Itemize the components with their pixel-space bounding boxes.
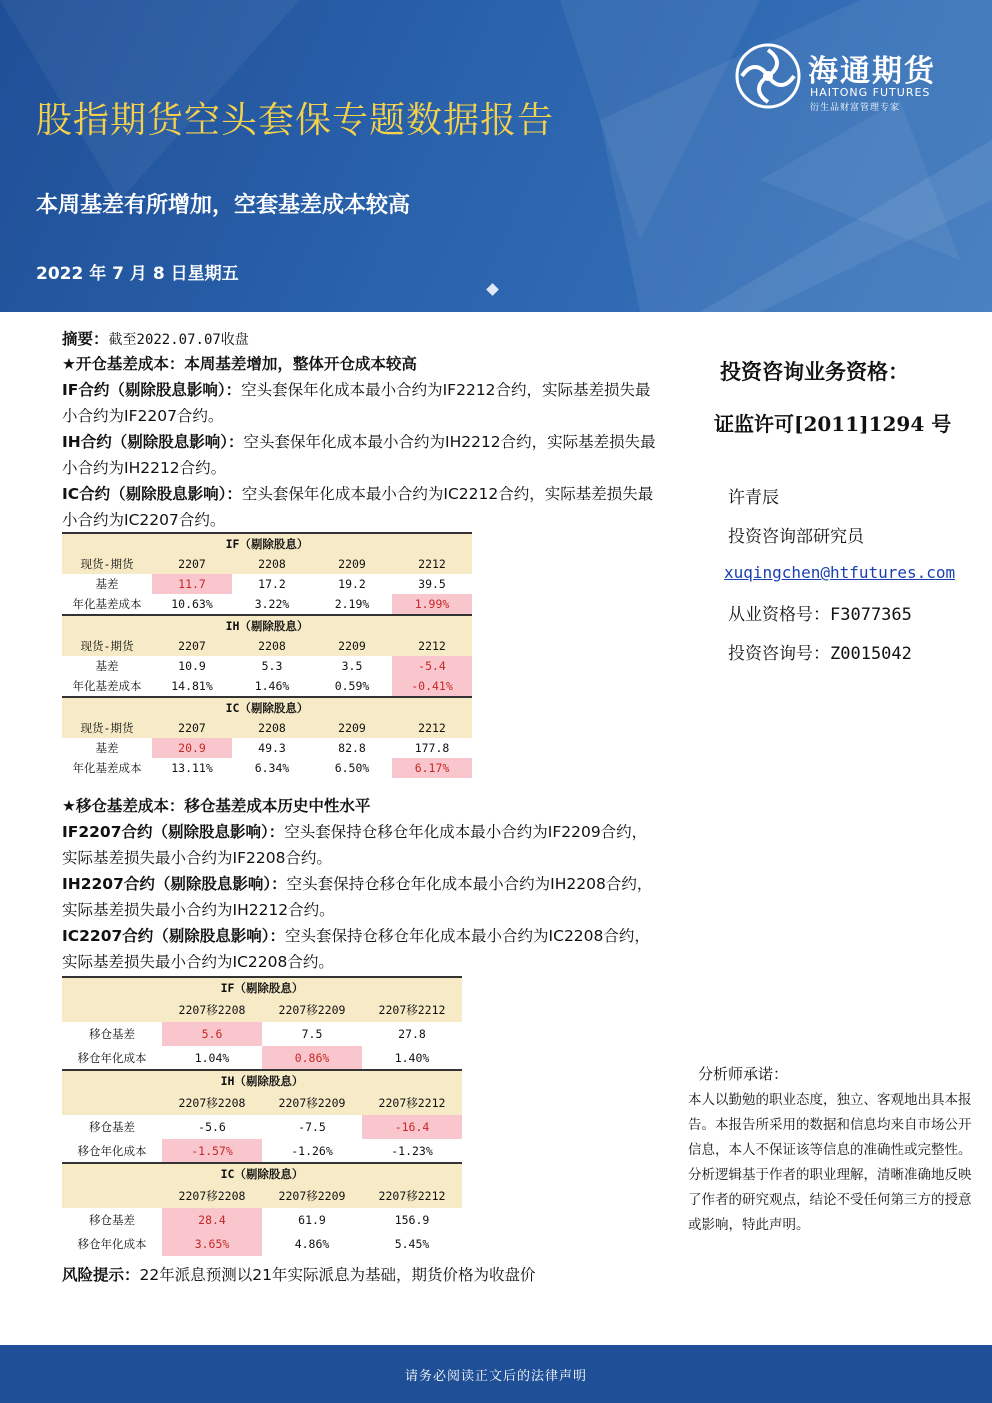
analyst-name: 许青辰 [728,488,779,508]
ic-text: 空头套保年化成本最小合约为IC2212合约，实际基差损失最小合约为IC2207合约。 [62,485,654,529]
table-row [62,758,472,778]
table-header-row [62,554,472,574]
table-cell: 2209 [312,636,392,656]
table-cell: 2208 [232,554,312,574]
table-cell: -1.23% [391,1143,433,1158]
logo-tagline: 衍生品财富管理专家 [810,103,901,113]
table-cell: 2207移2209 [262,1091,362,1115]
table-header-row [62,1184,462,1208]
table-cell: -5.4 [392,656,472,676]
table-cell: 3.5 [341,659,363,673]
table-cell: 移仓基差 [89,1120,135,1134]
table-cell: -16.4 [362,1115,462,1139]
roll-cost-heading: ★移仓基差成本：移仓基差成本历史中性水平 [62,797,371,815]
if2207-paragraph [62,819,662,871]
report-subtitle: 本周基差有所增加，空套基差成本较高 [36,192,411,218]
table-cell: 2212 [392,636,472,656]
table-cell: 移仓基差 [89,1213,135,1227]
roll-basis-table [62,976,462,1256]
table-cell: 1.46% [254,679,290,693]
consult-value: Z0015042 [830,644,912,664]
analyst-role: 投资咨询部研究员 [728,527,864,547]
table-cell: 1.40% [394,1050,430,1065]
table-cell: 61.9 [298,1213,326,1227]
risk-text: 22年派息预测以21年实际派息为基础，期货价格为收盘价 [139,1266,536,1284]
table-cell: 移仓基差 [89,1027,135,1041]
if-paragraph [62,377,662,429]
table-cell: 6.34% [254,761,290,775]
if-text: 空头套保年化成本最小合约为IF2212合约，实际基差损失最小合约为IF2207合约。 [62,381,651,425]
ic-label: IC合约（剔除股息影响）： [62,485,242,503]
table-cell: 2208 [232,718,312,738]
report-header [0,0,992,312]
ih-text: 空头套保年化成本最小合约为IH2212合约，实际基差损失最小合约为IH2212合约。 [62,433,656,477]
ih2207-text: 空头套保持仓移仓年化成本最小合约为IH2208合约，实际基差损失最小合约为IH2212合约。 [62,875,653,919]
analyst-promise-title: 分析师承诺： [698,1065,789,1083]
table-cell: 2.19% [334,597,370,611]
consult-number [728,639,912,664]
if2207-text: 空头套保持仓移仓年化成本最小合约为IF2209合约，实际基差损失最小合约为IF2208合约。 [62,823,648,867]
table-row [62,594,472,615]
table-cell: -7.5 [298,1120,326,1134]
table-cell: 2207 [152,636,232,656]
table-cell: 20.9 [152,738,232,758]
table-cell: 现货-期货 [62,636,152,656]
table-cell: 82.8 [338,741,366,755]
table-row [62,656,472,676]
table-row [62,574,472,594]
table-cell: 2207移2208 [162,998,262,1022]
report-title: 股指期货空头套保专题数据报告 [36,100,555,141]
cert-value: F3077365 [830,605,912,625]
table-cell: 5.3 [261,659,283,673]
table-cell: 3.65% [162,1232,262,1256]
table-cell: 7.5 [301,1027,323,1041]
table-cell: 现货-期货 [62,554,152,574]
table-cell: -5.6 [198,1120,226,1134]
table-header-row [62,998,462,1022]
risk-label: 风险提示： [62,1266,140,1284]
table-cell: 17.2 [258,577,286,591]
table-cell: 4.86% [294,1237,330,1251]
table-row [62,676,472,697]
table-cell: 移仓年化成本 [77,1143,147,1158]
table-cell: 0.59% [334,679,370,693]
table-cell: 13.11% [171,761,213,775]
table-cell: -1.26% [291,1143,333,1158]
table-cell: 基差 [95,741,119,755]
table-cell: 2212 [392,718,472,738]
table-row [62,1022,462,1046]
table-cell: 基差 [95,659,119,673]
logo-emblem-icon [734,42,802,110]
table-row [62,1232,462,1256]
table-cell: 156.9 [394,1213,430,1227]
table-cell: 3.22% [254,597,290,611]
table-cell: 2207移2212 [362,1091,462,1115]
table-cell: 2207移2212 [362,998,462,1022]
table-cell: 年化基差成本 [72,761,142,775]
summary-label: 摘要： [62,330,109,348]
table-cell: 11.7 [152,574,232,594]
footer-bar [0,1345,992,1403]
table-header-row [62,1091,462,1115]
logo-english-name: HAITONG FUTURES [810,86,931,99]
table-cell: 19.2 [338,577,366,591]
table-row [62,738,472,758]
table-cell [62,998,162,1022]
ih2207-paragraph [62,871,662,923]
table-section-title [62,615,472,636]
table-cell: 2207移2209 [262,1184,362,1208]
table-row [62,1115,462,1139]
table-cell: 2209 [312,718,392,738]
table-cell: 28.4 [162,1208,262,1232]
logo-chinese-name: 海通期货 [808,54,936,89]
table-cell: 2208 [232,636,312,656]
cert-label: 从业资格号： [728,605,830,625]
table-cell: 2207移2209 [262,998,362,1022]
ih-paragraph [62,429,662,481]
table-cell: 1.04% [194,1050,230,1065]
table-cell: 2207 [152,718,232,738]
qualification-title: 投资咨询业务资格： [720,359,909,384]
table-cell: 6.17% [392,758,472,778]
if2207-label: IF2207合约（剔除股息影响）： [62,823,285,841]
table-cell: 27.8 [398,1027,426,1041]
table-cell: 2207 [152,554,232,574]
table-header-row [62,636,472,656]
table-cell: 2207移2208 [162,1091,262,1115]
table-cell: IF（剔除股息） [62,977,462,998]
table-section-title [62,1163,462,1184]
table-row [62,1208,462,1232]
table-cell: 10.63% [171,597,213,611]
ic2207-label: IC2207合约（剔除股息影响）： [62,927,286,945]
table-row [62,1139,462,1163]
table-cell [62,1184,162,1208]
table-cell: 1.99% [392,594,472,615]
open-cost-heading: ★开仓基差成本：本周基差增加，整体开仓成本较高 [62,355,417,373]
table-cell: 177.8 [414,741,450,755]
qualification-number: 证监许可[2011]1294 号 [714,412,952,436]
table-cell: 0.86% [262,1046,362,1070]
ic2207-text: 空头套保持仓移仓年化成本最小合约为IC2208合约，实际基差损失最小合约为IC2208合约。 [62,927,650,971]
open-basis-table [62,532,472,778]
table-cell: -0.41% [392,676,472,697]
analyst-promise-text: 本人以勤勉的职业态度，独立、客观地出具本报告。本报告所采用的数据和信息均来自市场公开信息，本人不保证该等信息的准确性或完整性。分析逻辑基于作者的职业理解，清晰准确地反映了作者的研究观点，结论不受任何第三方的授意或影响，特此声明。 [688,1092,972,1233]
table-cell: -1.57% [162,1139,262,1163]
table-cell: 基差 [95,577,119,591]
table-cell: 年化基差成本 [72,679,142,693]
summary-line [62,326,662,353]
consult-label: 投资咨询号： [728,644,830,664]
report-date: 2022 年 7 月 8 日星期五 [36,264,239,284]
ic-paragraph [62,481,662,533]
table-row [62,1046,462,1070]
table-cell: 年化基差成本 [72,597,142,611]
table-cell: 49.3 [258,741,286,755]
table-section-title [62,533,472,554]
table-cell: IC（剔除股息） [62,697,472,718]
table-section-title [62,697,472,718]
if-label: IF合约（剔除股息影响）： [62,381,242,399]
table-cell: 移仓年化成本 [77,1237,147,1251]
table-cell: IC（剔除股息） [62,1163,462,1184]
table-cell: 移仓年化成本 [77,1050,147,1065]
table-cell: 2207移2212 [362,1184,462,1208]
table-cell: 6.50% [334,761,370,775]
table-section-title [62,1070,462,1091]
table-cell: 2209 [312,554,392,574]
risk-note [62,1262,662,1288]
table-cell: IH（剔除股息） [62,1070,462,1091]
table-cell: IH（剔除股息） [62,615,472,636]
summary-text: 截至2022.07.07收盘 [108,332,249,348]
table-cell: 现货-期货 [62,718,152,738]
table-header-row [62,718,472,738]
table-cell: 10.9 [178,659,206,673]
haitong-logo [734,42,964,112]
table-cell [62,1091,162,1115]
table-cell: 5.6 [162,1022,262,1046]
analyst-email-link[interactable]: xuqingchen@htfutures.com [724,563,956,582]
table-cell: 2207移2208 [162,1184,262,1208]
table-cell: IF（剔除股息） [62,533,472,554]
table-cell: 5.45% [394,1237,430,1251]
ih-label: IH合约（剔除股息影响）： [62,433,244,451]
ih2207-label: IH2207合约（剔除股息影响）： [62,875,287,893]
table-cell: 2212 [392,554,472,574]
table-section-title [62,977,462,998]
cert-number [728,600,912,625]
legal-notice: 请务必阅读正文后的法律声明 [404,1369,587,1384]
table-cell: 39.5 [418,577,446,591]
ic2207-paragraph [62,923,662,975]
table-cell: 14.81% [171,679,213,693]
